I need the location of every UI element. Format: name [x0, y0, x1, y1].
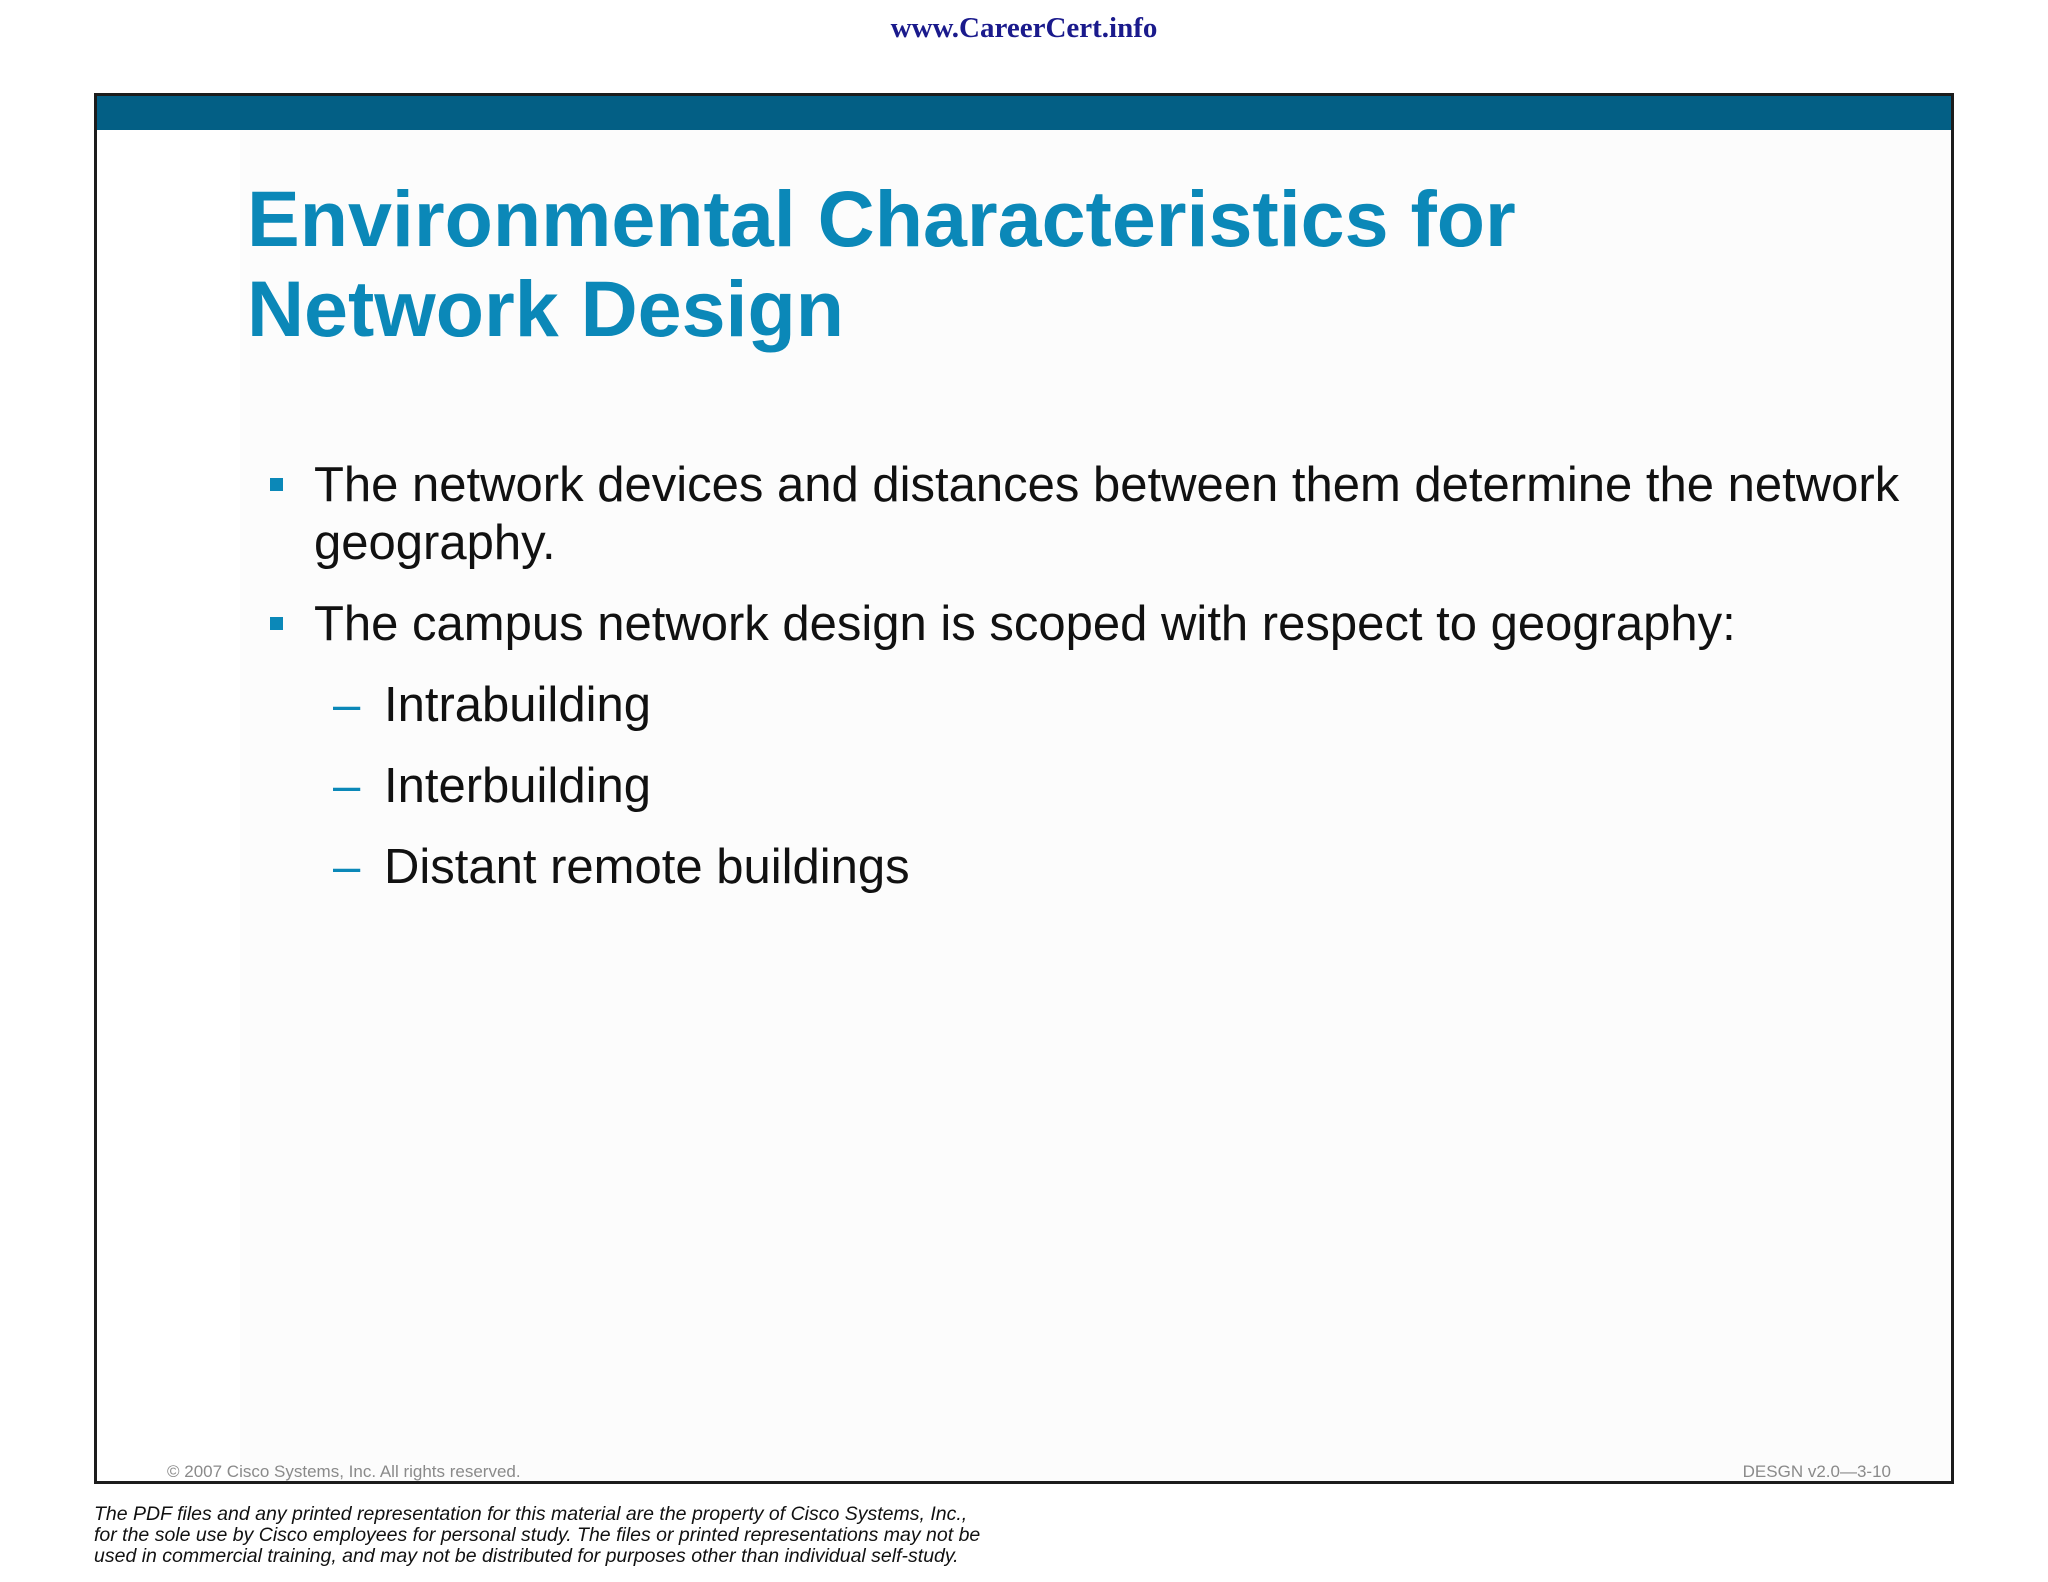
sub-bullet-text: Interbuilding: [384, 759, 651, 813]
bullet-list: [269, 456, 1909, 919]
sub-bullet-text: Distant remote buildings: [384, 840, 910, 894]
sub-bullet-item: [269, 838, 1909, 896]
square-bullet-icon: [270, 478, 283, 491]
sub-bullet-item: [269, 676, 1909, 734]
dash-bullet-icon: –: [333, 840, 361, 894]
copyright-notice: © 2007 Cisco Systems, Inc. All rights reserved.: [167, 1462, 521, 1481]
slide-frame: [94, 93, 1954, 1484]
slide-top-bar: [97, 96, 1951, 130]
slide-title: Environmental Characteristics for Network Design: [247, 174, 1516, 353]
dash-bullet-icon: –: [333, 759, 361, 813]
watermark-url: www.CareerCert.info: [890, 12, 1158, 44]
disclaimer: [94, 1504, 1094, 1567]
disclaimer-line: The PDF files and any printed representation for this material are the property of Cisco Systems, Inc.,: [94, 1503, 968, 1525]
bullet-text: The network devices and distances between them determine the network geography.: [314, 458, 1900, 570]
disclaimer-line: for the sole use by Cisco employees for personal study. The files or printed representations may not be: [94, 1524, 981, 1546]
sub-bullet-item: [269, 757, 1909, 815]
bullet-item: [269, 456, 1909, 572]
square-bullet-icon: [270, 617, 283, 630]
slide-number: DESGN v2.0—3-10: [1742, 1462, 1891, 1481]
dash-bullet-icon: –: [333, 678, 361, 732]
disclaimer-line: used in commercial training, and may not be distributed for purposes other than individual self-study.: [94, 1545, 959, 1567]
bullet-item: [269, 595, 1909, 653]
bullet-text: The campus network design is scoped with respect to geography:: [314, 597, 1736, 651]
sub-bullet-text: Intrabuilding: [384, 678, 651, 732]
